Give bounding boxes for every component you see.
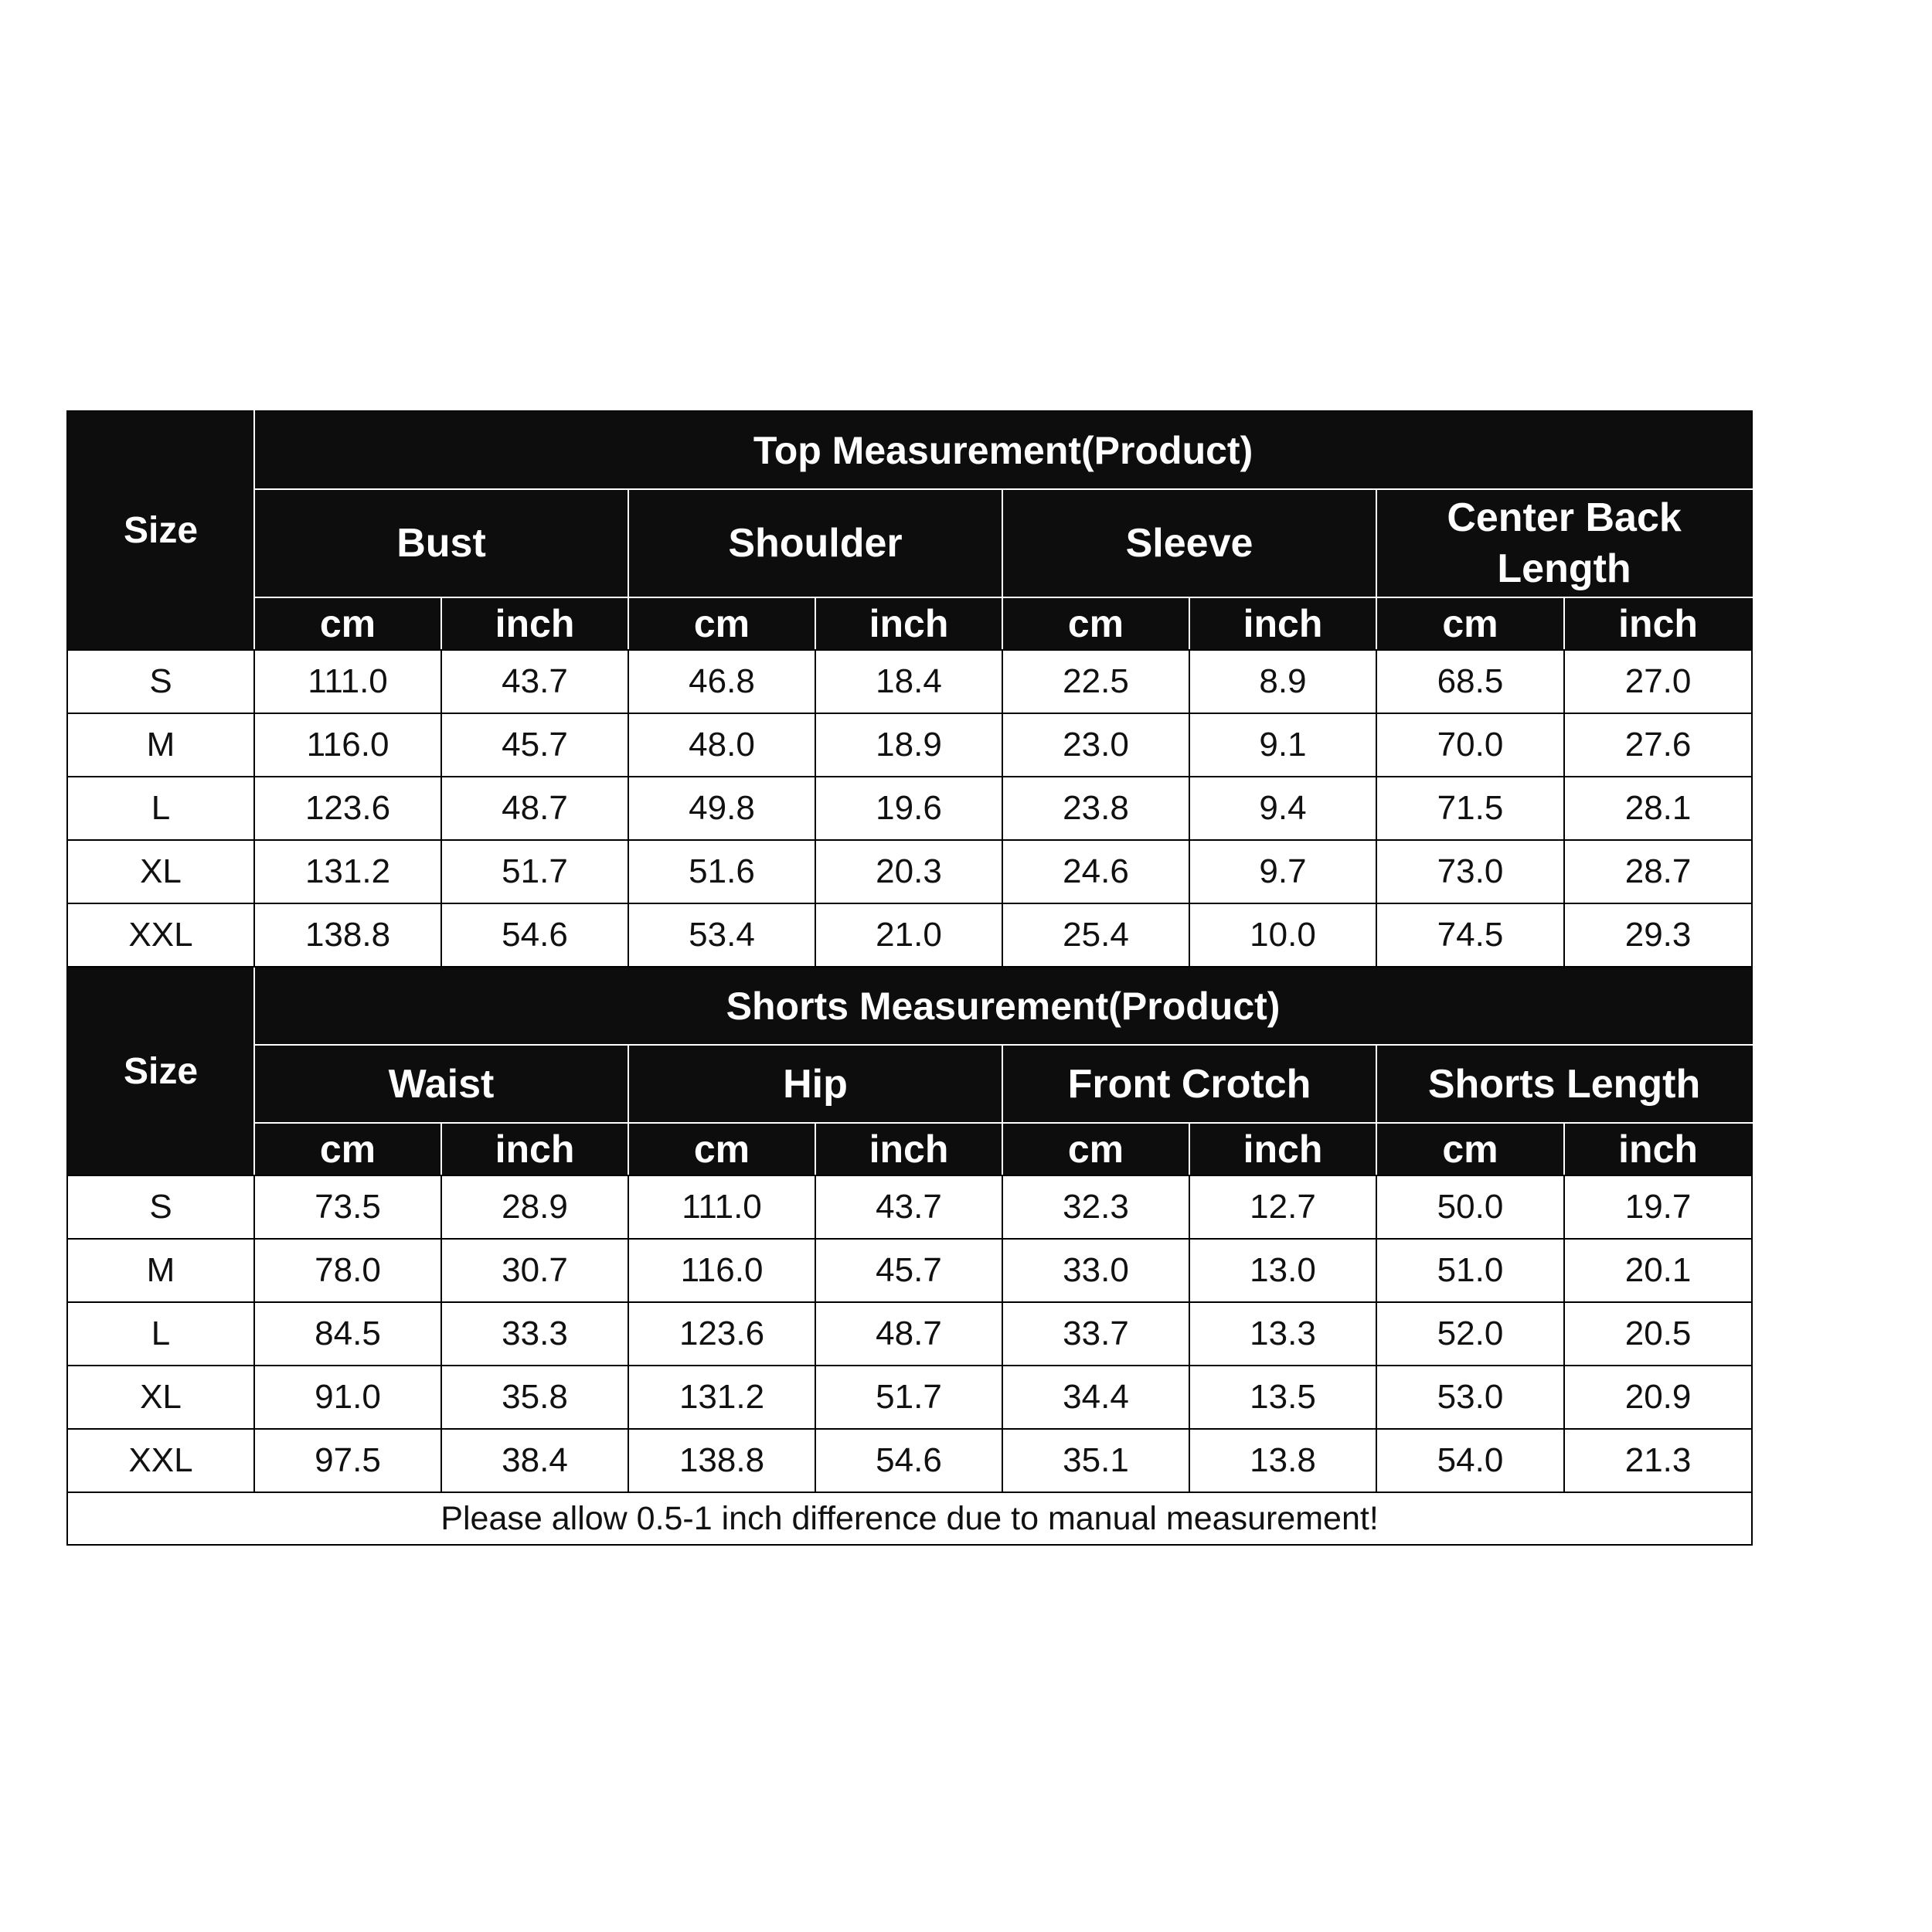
top-value-cell: 54.6	[441, 903, 628, 967]
shorts-value-cell: 20.5	[1564, 1302, 1752, 1366]
top-measure-header: Center Back Length	[1376, 489, 1752, 597]
top-value-cell: 48.7	[441, 777, 628, 840]
shorts-value-cell: 33.3	[441, 1302, 628, 1366]
shorts-value-cell: 20.1	[1564, 1239, 1752, 1302]
top-value-cell: 46.8	[628, 650, 815, 713]
shorts-measure-header: Shorts Length	[1376, 1045, 1752, 1123]
top-value-cell: 23.8	[1002, 777, 1189, 840]
top-value-cell: 21.0	[815, 903, 1002, 967]
shorts-value-cell: 51.0	[1376, 1239, 1564, 1302]
shorts-value-cell: 35.8	[441, 1366, 628, 1429]
shorts-value-cell: 19.7	[1564, 1175, 1752, 1239]
shorts-value-cell: 116.0	[628, 1239, 815, 1302]
top-value-cell: 27.0	[1564, 650, 1752, 713]
shorts-value-cell: 84.5	[254, 1302, 441, 1366]
top-value-cell: 51.7	[441, 840, 628, 903]
top-value-cell: 116.0	[254, 713, 441, 777]
shorts-value-cell: 13.0	[1189, 1239, 1376, 1302]
top-unit-row	[67, 597, 1752, 650]
top-value-cell: 74.5	[1376, 903, 1564, 967]
shorts-value-cell: 78.0	[254, 1239, 441, 1302]
top-table-row	[67, 713, 1752, 777]
shorts-title-row	[67, 967, 1752, 1045]
shorts-value-cell: 21.3	[1564, 1429, 1752, 1492]
shorts-table-row	[67, 1302, 1752, 1366]
top-value-cell: 131.2	[254, 840, 441, 903]
shorts-unit-cm-header: cm	[1002, 1123, 1189, 1175]
top-unit-cm-header: cm	[254, 597, 441, 650]
top-measure-row	[67, 489, 1752, 597]
shorts-value-cell: 45.7	[815, 1239, 1002, 1302]
top-value-cell: 23.0	[1002, 713, 1189, 777]
top-value-cell: 73.0	[1376, 840, 1564, 903]
shorts-value-cell: 53.0	[1376, 1366, 1564, 1429]
shorts-value-cell: 123.6	[628, 1302, 815, 1366]
shorts-unit-inch-header: inch	[1189, 1123, 1376, 1175]
shorts-value-cell: 32.3	[1002, 1175, 1189, 1239]
shorts-measure-row	[67, 1045, 1752, 1123]
shorts-table-row	[67, 1429, 1752, 1492]
top-value-cell: 43.7	[441, 650, 628, 713]
shorts-value-cell: 35.1	[1002, 1429, 1189, 1492]
top-table-row	[67, 840, 1752, 903]
top-value-cell: 18.9	[815, 713, 1002, 777]
shorts-table-row	[67, 1175, 1752, 1239]
top-value-cell: 25.4	[1002, 903, 1189, 967]
shorts-value-cell: 131.2	[628, 1366, 815, 1429]
shorts-value-cell: 12.7	[1189, 1175, 1376, 1239]
shorts-value-cell: 91.0	[254, 1366, 441, 1429]
shorts-value-cell: 48.7	[815, 1302, 1002, 1366]
top-value-cell: 8.9	[1189, 650, 1376, 713]
top-size-cell: S	[67, 650, 254, 713]
shorts-size-cell: XL	[67, 1366, 254, 1429]
top-value-cell: 70.0	[1376, 713, 1564, 777]
top-title-row	[67, 411, 1752, 489]
top-unit-cm-header: cm	[1002, 597, 1189, 650]
top-value-cell: 27.6	[1564, 713, 1752, 777]
shorts-value-cell: 138.8	[628, 1429, 815, 1492]
shorts-value-cell: 38.4	[441, 1429, 628, 1492]
top-size-cell: XXL	[67, 903, 254, 967]
top-value-cell: 49.8	[628, 777, 815, 840]
top-value-cell: 71.5	[1376, 777, 1564, 840]
top-value-cell: 111.0	[254, 650, 441, 713]
top-unit-inch-header: inch	[815, 597, 1002, 650]
top-value-cell: 18.4	[815, 650, 1002, 713]
top-value-cell: 9.1	[1189, 713, 1376, 777]
shorts-value-cell: 73.5	[254, 1175, 441, 1239]
top-value-cell: 51.6	[628, 840, 815, 903]
shorts-unit-cm-header: cm	[254, 1123, 441, 1175]
size-chart-body	[67, 411, 1752, 1545]
top-value-cell: 28.1	[1564, 777, 1752, 840]
shorts-value-cell: 97.5	[254, 1429, 441, 1492]
top-table-row	[67, 650, 1752, 713]
top-section-title: Top Measurement(Product)	[254, 411, 1752, 489]
shorts-value-cell: 28.9	[441, 1175, 628, 1239]
shorts-value-cell: 50.0	[1376, 1175, 1564, 1239]
top-value-cell: 29.3	[1564, 903, 1752, 967]
top-value-cell: 9.7	[1189, 840, 1376, 903]
shorts-size-cell: M	[67, 1239, 254, 1302]
shorts-unit-cm-header: cm	[1376, 1123, 1564, 1175]
top-unit-inch-header: inch	[1564, 597, 1752, 650]
shorts-size-cell: S	[67, 1175, 254, 1239]
shorts-value-cell: 52.0	[1376, 1302, 1564, 1366]
top-unit-inch-header: inch	[441, 597, 628, 650]
top-size-cell: M	[67, 713, 254, 777]
shorts-value-cell: 51.7	[815, 1366, 1002, 1429]
top-value-cell: 10.0	[1189, 903, 1376, 967]
top-value-cell: 45.7	[441, 713, 628, 777]
shorts-unit-inch-header: inch	[1564, 1123, 1752, 1175]
shorts-unit-row	[67, 1123, 1752, 1175]
shorts-unit-cm-header: cm	[628, 1123, 815, 1175]
top-measure-header: Shoulder	[628, 489, 1002, 597]
shorts-size-cell: XXL	[67, 1429, 254, 1492]
shorts-measure-header: Front Crotch	[1002, 1045, 1376, 1123]
measurement-note: Please allow 0.5-1 inch difference due to manual measurement!	[67, 1492, 1752, 1545]
shorts-value-cell: 43.7	[815, 1175, 1002, 1239]
top-size-cell: L	[67, 777, 254, 840]
shorts-value-cell: 13.5	[1189, 1366, 1376, 1429]
shorts-section-title: Shorts Measurement(Product)	[254, 967, 1752, 1045]
shorts-size-header: Size	[67, 967, 254, 1175]
shorts-measure-header: Hip	[628, 1045, 1002, 1123]
shorts-size-cell: L	[67, 1302, 254, 1366]
top-value-cell: 68.5	[1376, 650, 1564, 713]
top-value-cell: 53.4	[628, 903, 815, 967]
shorts-value-cell: 54.0	[1376, 1429, 1564, 1492]
top-value-cell: 123.6	[254, 777, 441, 840]
top-measure-header: Bust	[254, 489, 628, 597]
shorts-value-cell: 111.0	[628, 1175, 815, 1239]
size-chart-table	[66, 410, 1753, 1546]
top-size-cell: XL	[67, 840, 254, 903]
top-value-cell: 22.5	[1002, 650, 1189, 713]
top-unit-cm-header: cm	[1376, 597, 1564, 650]
top-measure-header: Sleeve	[1002, 489, 1376, 597]
shorts-value-cell: 13.8	[1189, 1429, 1376, 1492]
shorts-value-cell: 33.7	[1002, 1302, 1189, 1366]
shorts-measure-header: Waist	[254, 1045, 628, 1123]
note-row	[67, 1492, 1752, 1545]
shorts-table-row	[67, 1239, 1752, 1302]
shorts-unit-inch-header: inch	[441, 1123, 628, 1175]
top-value-cell: 19.6	[815, 777, 1002, 840]
shorts-value-cell: 30.7	[441, 1239, 628, 1302]
shorts-table-row	[67, 1366, 1752, 1429]
top-value-cell: 24.6	[1002, 840, 1189, 903]
top-size-header: Size	[67, 411, 254, 650]
shorts-value-cell: 13.3	[1189, 1302, 1376, 1366]
top-table-row	[67, 777, 1752, 840]
shorts-value-cell: 20.9	[1564, 1366, 1752, 1429]
top-value-cell: 28.7	[1564, 840, 1752, 903]
top-unit-cm-header: cm	[628, 597, 815, 650]
shorts-value-cell: 34.4	[1002, 1366, 1189, 1429]
shorts-unit-inch-header: inch	[815, 1123, 1002, 1175]
top-table-row	[67, 903, 1752, 967]
top-value-cell: 138.8	[254, 903, 441, 967]
shorts-value-cell: 33.0	[1002, 1239, 1189, 1302]
top-unit-inch-header: inch	[1189, 597, 1376, 650]
top-value-cell: 20.3	[815, 840, 1002, 903]
top-value-cell: 9.4	[1189, 777, 1376, 840]
shorts-value-cell: 54.6	[815, 1429, 1002, 1492]
top-value-cell: 48.0	[628, 713, 815, 777]
